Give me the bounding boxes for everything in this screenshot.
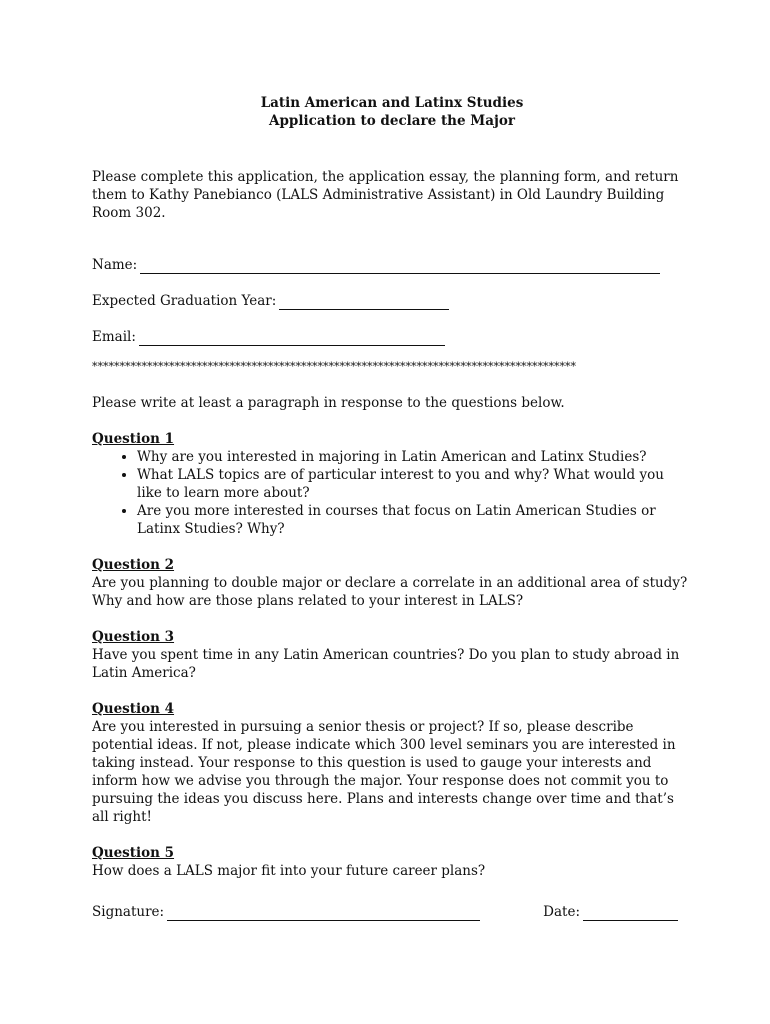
question-2-heading: Question 2 xyxy=(92,557,175,573)
date-field xyxy=(543,903,678,921)
name-input-line[interactable] xyxy=(140,258,660,274)
question-5 xyxy=(92,844,692,880)
name-label: Name: xyxy=(92,257,138,273)
question-5-text: How does a LALS major fit into your future career plans? xyxy=(92,863,486,879)
signature-input-line[interactable] xyxy=(167,905,480,921)
title-line-1: Latin American and Latinx Studies xyxy=(260,95,524,111)
question-1-bullet-2: • What LALS topics are of particular interest to you and why? What would you like to learn more about? xyxy=(137,466,692,502)
separator-stars: **************************************************************************************** xyxy=(92,360,576,373)
email-field xyxy=(92,328,692,346)
document-title xyxy=(92,94,692,130)
question-1-bullet-3: • Are you more interested in courses that focus on Latin American Studies or Latinx Studies? Why? xyxy=(137,502,692,538)
graduation-year-input-line[interactable] xyxy=(279,294,449,310)
question-1-heading: Question 1 xyxy=(92,431,175,447)
instructions-lead: Please write at least a paragraph in response to the questions below. xyxy=(92,395,565,411)
signature-field xyxy=(92,903,480,921)
question-1-bullets xyxy=(92,448,692,538)
question-5-heading: Question 5 xyxy=(92,845,175,861)
question-4-heading: Question 4 xyxy=(92,701,175,717)
signature-label: Signature: xyxy=(92,904,165,920)
question-2 xyxy=(92,556,692,610)
question-3-text: Have you spent time in any Latin American countries? Do you plan to study abroad in Latin America? xyxy=(92,647,680,681)
name-field xyxy=(92,256,692,274)
question-1-bullet-1: • Why are you interested in majoring in Latin American and Latinx Studies? xyxy=(137,448,692,466)
email-label: Email: xyxy=(92,329,136,345)
question-4 xyxy=(92,700,692,826)
title-line-2: Application to declare the Major xyxy=(269,113,515,129)
question-1 xyxy=(92,430,692,538)
document-page xyxy=(92,94,692,880)
graduation-year-field xyxy=(92,292,692,310)
question-3-heading: Question 3 xyxy=(92,629,175,645)
date-label: Date: xyxy=(543,904,580,920)
email-input-line[interactable] xyxy=(139,330,445,346)
intro-paragraph: Please complete this application, the application essay, the planning form, and return them to Kathy Panebianco (LALS Administrative Assistant) in Old Laundry Building Room 302. xyxy=(92,169,679,221)
question-2-text: Are you planning to double major or declare a correlate in an additional area of study? Why and how are those plans related to your interest in LALS? xyxy=(92,575,688,609)
graduation-year-label: Expected Graduation Year: xyxy=(92,293,277,309)
signature-row xyxy=(92,903,678,921)
date-input-line[interactable] xyxy=(583,905,678,921)
question-4-text: Are you interested in pursuing a senior thesis or project? If so, please describe potential ideas. If not, please indicate which 300 level seminars you are interested in taking instead. Your response to this question is used to gauge your interests and inform how we advise you through the major. Your response does not commit you to pursuing the ideas you discuss here. Plans and interests change over time and that’s all right! xyxy=(92,719,676,825)
question-3 xyxy=(92,628,692,682)
